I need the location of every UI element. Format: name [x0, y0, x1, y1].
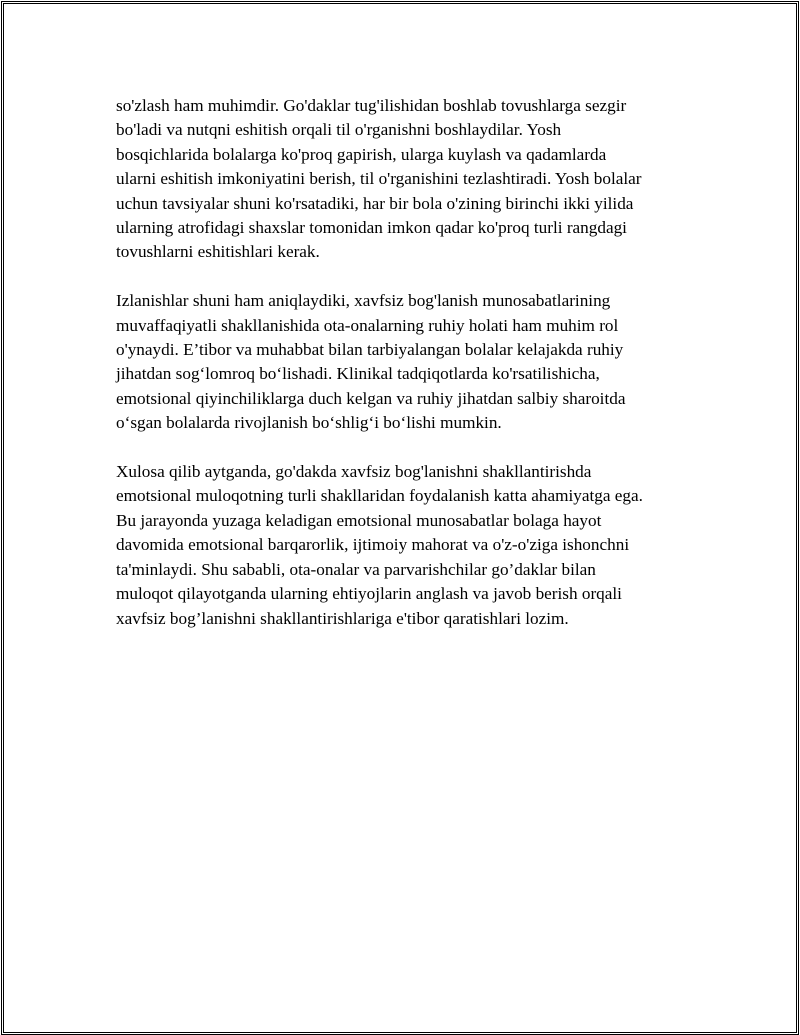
paragraph-1	[116, 94, 696, 265]
paragraph-line: uchun tavsiyalar shuni ko'rsatadiki, har bir bola o'zining birinchi ikki yilida	[116, 193, 634, 213]
paragraph-line: ularni eshitish imkoniyatini berish, til o'rganishini tezlashtiradi. Yosh bolalar	[116, 169, 642, 189]
paragraph-line: o'ynaydi. E’tibor va muhabbat bilan tarbiyalangan bolalar kelajakda ruhiy	[116, 340, 624, 360]
paragraph-line: jihatdan sog‘lomroq bo‘lishadi. Klinikal tadqiqotlarda ko'rsatilishicha,	[116, 364, 600, 384]
paragraph-line: muloqot qilayotganda ularning ehtiyojlarin anglash va javob berish orqali	[116, 584, 622, 604]
paragraph-line: emotsional muloqotning turli shakllaridan foydalanish katta ahamiyatga ega.	[116, 486, 643, 506]
paragraph-line: davomida emotsional barqarorlik, ijtimoiy mahorat va o'z-o'ziga ishonchni	[116, 535, 630, 555]
paragraph-line: Bu jarayonda yuzaga keladigan emotsional munosabatlar bolaga hayot	[116, 510, 602, 530]
paragraph-line: Xulosa qilib aytganda, go'dakda xavfsiz bog'lanishni shakllantirishda	[116, 462, 592, 482]
paragraph-line: emotsional qiyinchiliklarga duch kelgan va ruhiy jihatdan salbiy sharoitda	[116, 388, 626, 408]
paragraph-line: so'zlash ham muhimdir. Go'daklar tug'ilishidan boshlab tovushlarga sezgir	[116, 96, 627, 115]
document-body	[116, 94, 696, 655]
paragraph-line: o‘sgan bolalarda rivojlanish bo‘shlig‘i bo‘lishi mumkin.	[116, 413, 502, 433]
paragraph-line: Izlanishlar shuni ham aniqlaydiki, xavfsiz bog'lanish munosabatlarining	[116, 291, 611, 311]
paragraph-2	[116, 289, 696, 435]
paragraph-line: muvaffaqiyatli shakllanishida ota-onalarning ruhiy holati ham muhim rol	[116, 315, 619, 335]
paragraph-line: xavfsiz bog’lanishni shakllantirishlariga e'tibor qaratishlari lozim.	[116, 608, 569, 628]
paragraph-line: bo'ladi va nutqni eshitish orqali til o'rganishni boshlaydilar. Yosh	[116, 120, 562, 140]
paragraph-line: bosqichlarida bolalarga ko'proq gapirish, ularga kuylash va qadamlarda	[116, 144, 607, 164]
paragraph-3	[116, 460, 696, 631]
paragraph-line: ularning atrofidagi shaxslar tomonidan imkon qadar ko'proq turli rangdagi	[116, 218, 627, 238]
paragraph-line: tovushlarni eshitishlari kerak.	[116, 242, 320, 262]
paragraph-line: ta'minlaydi. Shu sababli, ota-onalar va parvarishchilar go’daklar bilan	[116, 559, 596, 579]
